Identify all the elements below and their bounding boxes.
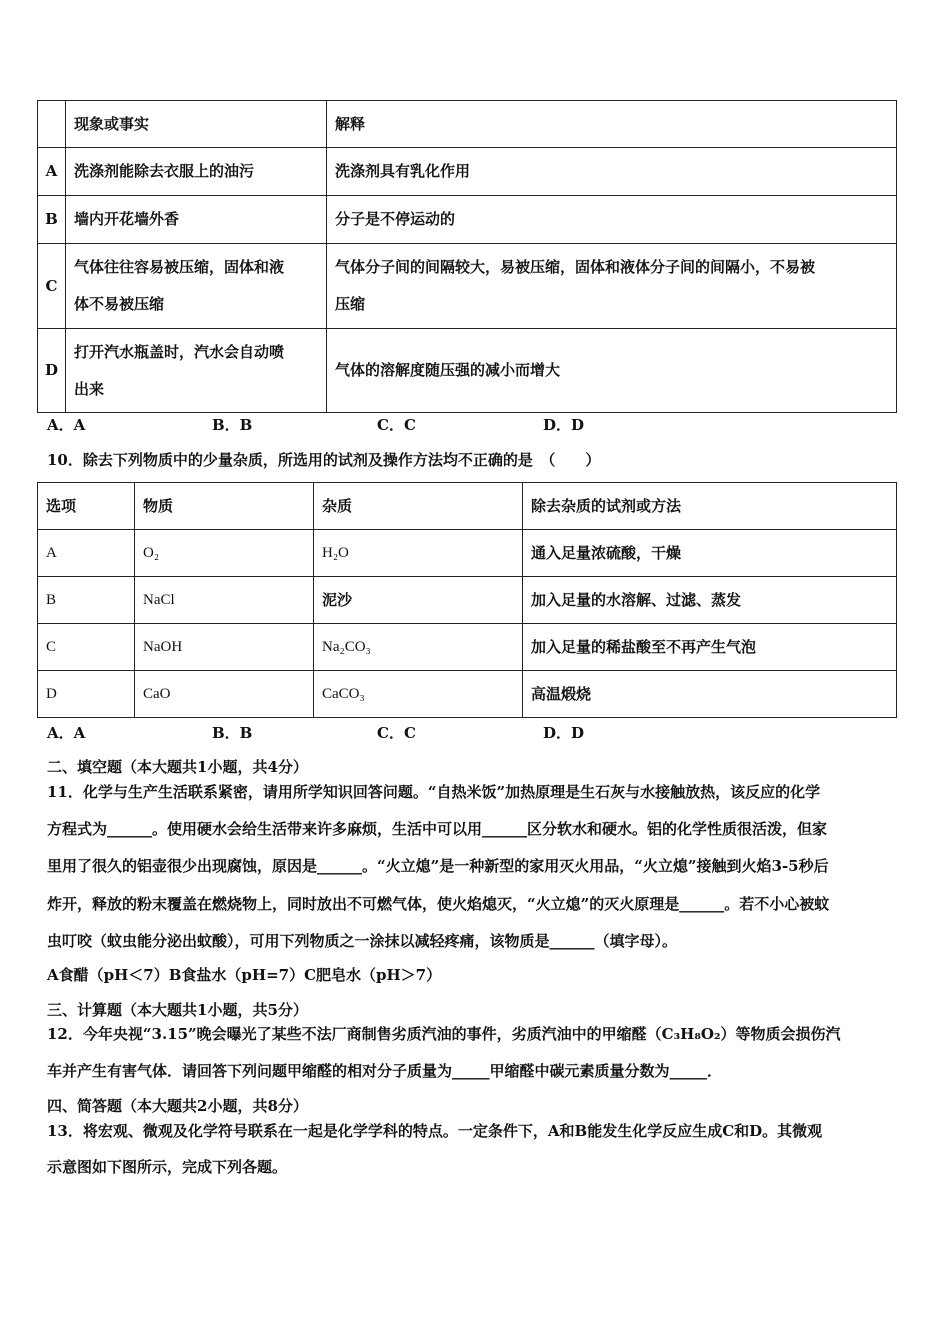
header-cell: 解释	[327, 101, 897, 148]
table-row	[38, 244, 897, 329]
row-key: A	[38, 148, 66, 196]
fact-cell: 洗涤剂能除去衣服上的油污	[66, 148, 327, 196]
explain-cell: 气体的溶解度随压强的减小而增大	[327, 329, 897, 413]
substance-cell: NaCl	[135, 577, 314, 624]
table-impurity-removal	[37, 482, 897, 718]
section-heading-fill-blank: 二、填空题（本大题共1小题，共4分）	[47, 758, 308, 776]
table-row	[38, 671, 897, 718]
question-11-line: 虫叮咬（蚊虫能分泌出蚊酸），可用下列物质之一涂抹以减轻疼痛，该物质是______（填字母）。	[47, 932, 678, 950]
option-cell: D	[38, 671, 135, 718]
header-cell: 物质	[135, 483, 314, 530]
method-cell: 通入足量浓硫酸，干燥	[523, 530, 897, 577]
explain-cell: 洗涤剂具有乳化作用	[327, 148, 897, 196]
table-row	[38, 329, 897, 413]
explain-cell: 分子是不停运动的	[327, 196, 897, 244]
header-cell: 杂质	[314, 483, 523, 530]
header-cell: 现象或事实	[66, 101, 327, 148]
table-row	[38, 148, 897, 196]
header-cell	[38, 101, 66, 148]
row-key: C	[38, 244, 66, 329]
question-12-line: 12．今年央视“3.15”晚会曝光了某些不法厂商制售劣质汽油的事件，劣质汽油中的甲缩醛（C₃H₈O₂）等物质会损伤汽	[47, 1025, 841, 1043]
row-key: B	[38, 196, 66, 244]
fact-cell	[66, 244, 327, 329]
explain-line: 压缩	[335, 295, 366, 313]
option-a: A．A	[47, 724, 86, 742]
fact-cell	[66, 329, 327, 413]
table-row	[38, 196, 897, 244]
option-d: D．D	[543, 416, 585, 434]
impurity-cell: 泥沙	[314, 577, 523, 624]
option-c: C．C	[377, 724, 416, 742]
method-cell: 加入足量的稀盐酸至不再产生气泡	[523, 624, 897, 671]
table-row	[38, 624, 897, 671]
explain-cell	[327, 244, 897, 329]
question-11-line: 里用了很久的铝壶很少出现腐蚀，原因是______。“火立熄”是一种新型的家用灭火用品，“火立熄”接触到火焰3-5秒后	[47, 857, 829, 875]
substance-cell: NaOH	[135, 624, 314, 671]
table-row	[38, 577, 897, 624]
question-11-line: 方程式为______。使用硬水会给生活带来许多麻烦，生活中可以用______区分软水和硬水。铝的化学性质很活泼，但家	[47, 820, 828, 838]
header-cell: 选项	[38, 483, 135, 530]
option-d: D．D	[543, 724, 585, 742]
substance-cell: O₂	[135, 530, 314, 577]
option-c: C．C	[377, 416, 416, 434]
method-cell: 加入足量的水溶解、过滤、蒸发	[523, 577, 897, 624]
explain-line: 气体分子间的间隔较大，易被压缩，固体和液体分子间的间隔小，不易被	[335, 258, 816, 276]
question-13-line: 13．将宏观、微观及化学符号联系在一起是化学学科的特点。一定条件下，A和B能发生化学反应生成C和D。其微观	[47, 1122, 823, 1140]
fact-line: 打开汽水瓶盖时，汽水会自动喷	[74, 342, 285, 361]
option-cell: B	[38, 577, 135, 624]
option-cell: A	[38, 530, 135, 577]
substance-cell: CaO	[135, 671, 314, 718]
question-13-line: 示意图如下图所示，完成下列各题。	[47, 1158, 288, 1176]
table-header-row	[38, 101, 897, 148]
table-row	[38, 530, 897, 577]
fact-line: 气体往往容易被压缩，固体和液	[74, 258, 285, 276]
option-b: B．B	[212, 416, 253, 434]
impurity-cell: CaCO₃	[314, 671, 523, 718]
section-heading-calculation: 三、计算题（本大题共1小题，共5分）	[47, 1001, 308, 1019]
table-header-row	[38, 483, 897, 530]
fact-line: 体不易被压缩	[74, 295, 165, 313]
option-cell: C	[38, 624, 135, 671]
question-11-choices: A食醋（pH＜7）B食盐水（pH=7）C肥皂水（pH＞7）	[47, 966, 442, 984]
question-12-line: 车并产生有害气体．请回答下列问题甲缩醛的相对分子质量为_____甲缩醛中碳元素质量分数为_____．	[47, 1062, 723, 1080]
question-11-line: 11．化学与生产生活联系紧密，请用所学知识回答问题。“自热米饭”加热原理是生石灰与水接触放热，该反应的化学	[47, 783, 821, 801]
impurity-cell: Na₂CO₃	[314, 624, 523, 671]
fact-cell: 墙内开花墙外香	[66, 196, 327, 244]
row-key: D	[38, 329, 66, 413]
question-10-stem: 10．除去下列物质中的少量杂质，所选用的试剂及操作方法均不正确的是 （ ）	[47, 451, 601, 469]
option-b: B．B	[212, 724, 253, 742]
question-11-line: 炸开，释放的粉末覆盖在燃烧物上，同时放出不可燃气体，使火焰熄灭，“火立熄”的灭火原理是______。若不小心被蚊	[47, 895, 830, 913]
header-cell: 除去杂质的试剂或方法	[523, 483, 897, 530]
method-cell: 高温煅烧	[523, 671, 897, 718]
section-heading-short-answer: 四、简答题（本大题共2小题，共8分）	[47, 1097, 308, 1115]
option-a: A．A	[47, 416, 86, 434]
table-phenomena	[37, 100, 897, 413]
fact-line: 出来	[74, 379, 105, 398]
impurity-cell: H₂O	[314, 530, 523, 577]
